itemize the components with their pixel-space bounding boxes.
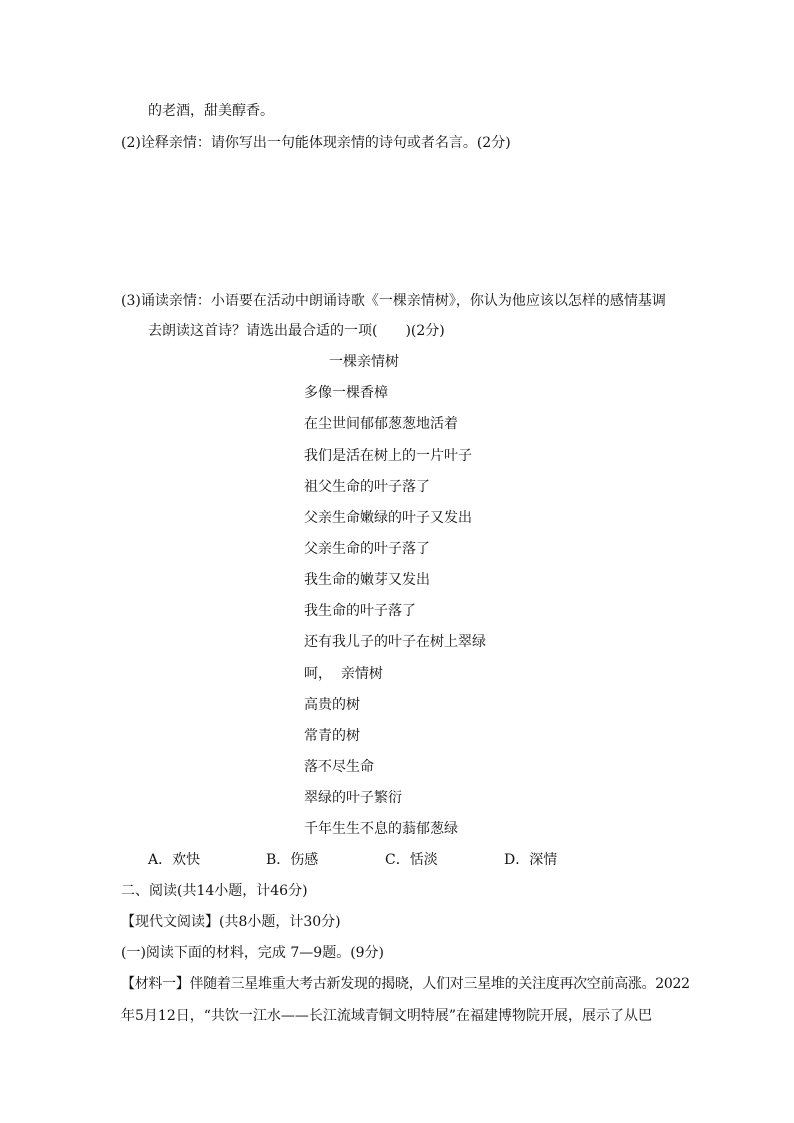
question-3-line-2: 去朗读这首诗？请选出最合适的一项( )(2分) [148,323,445,339]
modern-reading-heading: 【现代文阅读】(共8小题，计30分) [121,914,341,930]
q1-tail: 的老酒，甜美醇香。 [148,103,274,119]
poem-line: 在尘世间郁郁葱葱地活着 [304,416,458,432]
poem-line: 翠绿的叶子繁衍 [304,790,402,806]
option-a[interactable]: A．欢快 [148,852,201,868]
question-2: (2)诠释亲情：请你写出一句能体现亲情的诗句或者名言。(2分) [121,135,511,151]
option-c[interactable]: C．恬淡 [385,852,438,868]
part-1-heading: (一)阅读下面的材料，完成 7—9题。(9分) [121,945,385,961]
poem-title: 一棵亲情树 [329,354,399,370]
option-b[interactable]: B．伤感 [266,852,319,868]
poem-line: 还有我儿子的叶子在树上翠绿 [304,634,486,650]
poem-line: 父亲生命的叶子落了 [304,541,430,557]
option-d[interactable]: D．深情 [504,852,558,868]
section-2-heading: 二、阅读(共14小题，计46分) [121,883,308,899]
answer-space [121,160,661,280]
poem-line: 落不尽生命 [304,759,374,775]
poem-line: 我生命的叶子落了 [304,603,416,619]
material-1-line-1: 【材料一】伴随着三星堆重大考古新发现的揭晓，人们对三星堆的关注度再次空前高涨。2022 [121,976,690,992]
poem-line: 常青的树 [304,728,360,744]
poem-line: 我生命的嫩芽又发出 [304,572,430,588]
poem-line: 呵， 亲情树 [304,666,383,682]
poem-line: 千年生生不息的蓊郁葱绿 [304,821,458,837]
question-3-line-1: (3)诵读亲情：小语要在活动中朗诵诗歌《一棵亲情树》，你认为他应该以怎样的感情基调 [121,293,666,309]
poem-line: 多像一棵香樟 [304,385,388,401]
poem-line: 祖父生命的叶子落了 [304,479,430,495]
poem-line: 高贵的树 [304,697,360,713]
poem-line: 父亲生命嫩绿的叶子又发出 [304,510,472,526]
material-1-line-2: 年5月12日，“共饮一江水——长江流域青铜文明特展”在福建博物院开展，展示了从巴 [121,1008,653,1024]
poem-line: 我们是活在树上的一片叶子 [304,448,472,464]
